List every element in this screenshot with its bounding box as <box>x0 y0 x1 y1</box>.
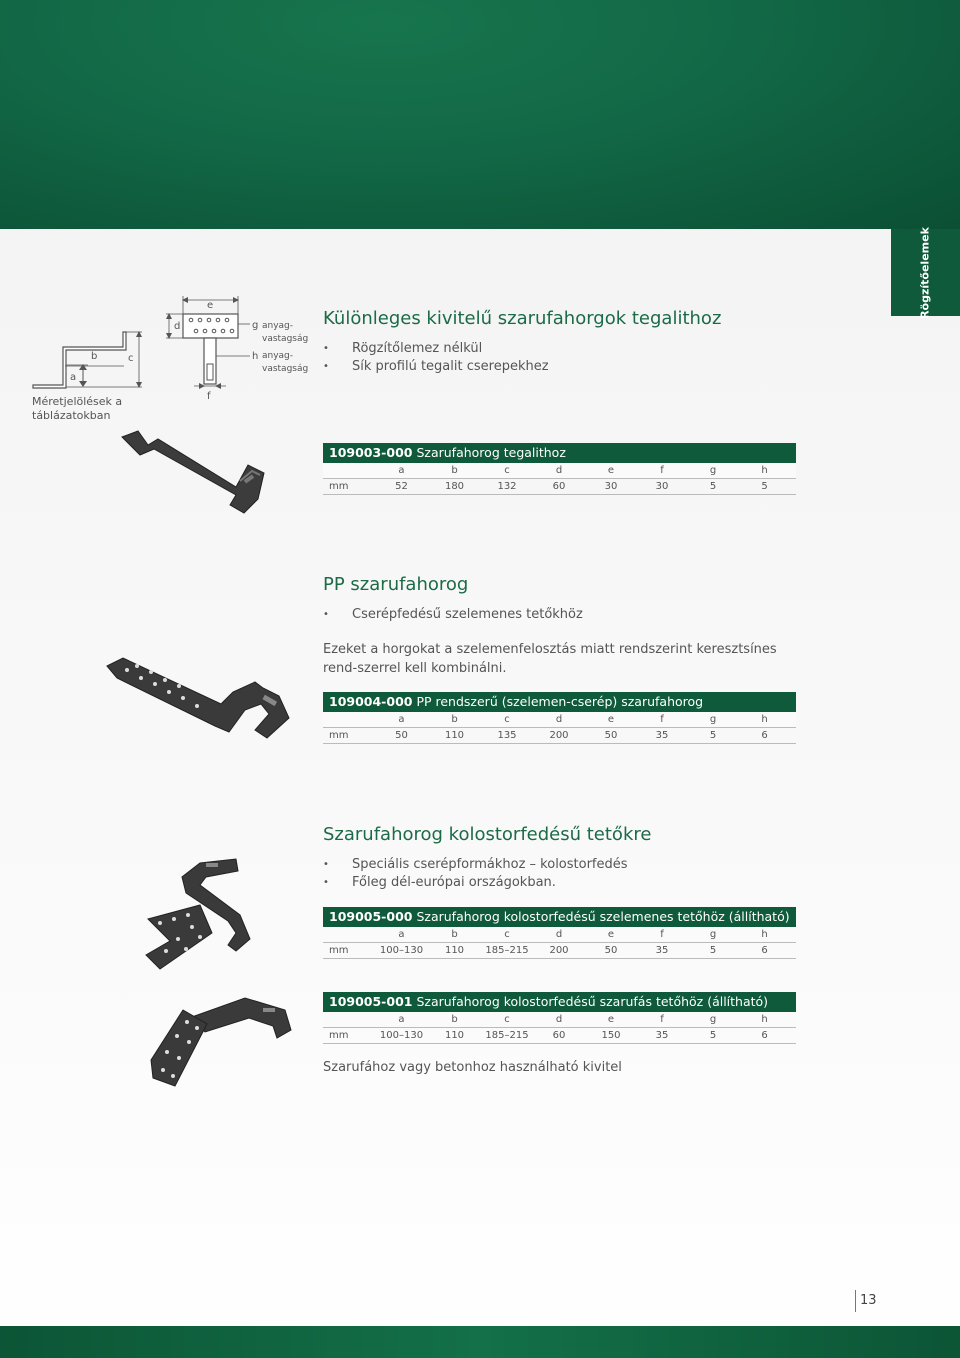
page-number: 13 <box>855 1290 877 1312</box>
product-name: Szarufahorog kolostorfedésű szelemenes tetőhöz (állítható) <box>416 909 790 924</box>
spec-table-columns <box>323 927 796 943</box>
col-header: f <box>660 1014 664 1025</box>
col-header: h <box>761 929 768 940</box>
col-header: e <box>607 465 615 476</box>
product-code: 109003-000 <box>329 445 413 460</box>
cell: 35 <box>655 730 669 741</box>
col-header <box>323 1012 375 1028</box>
cell: 110 <box>444 730 465 741</box>
cell: mm <box>329 730 349 741</box>
section-paragraph-pp: Ezeket a horgokat a szelemenfelosztás miatt rendszerint keresztsínes rend-szerrel kell kombinálni. <box>323 642 777 676</box>
spec-table-columns <box>323 1012 796 1028</box>
product-name: PP rendszerű (szelemen-cserép) szarufahorog <box>416 694 704 709</box>
product-image-109003 <box>118 425 288 525</box>
col-header: f <box>660 714 664 725</box>
section-side-tab[interactable] <box>891 227 960 319</box>
cell: mm <box>329 945 349 956</box>
diagram-label-h: h <box>252 351 259 362</box>
cell: 52 <box>395 481 408 492</box>
diagram-thickness-2a: anyag- <box>262 351 294 361</box>
diagram-label-f: f <box>207 391 211 402</box>
col-header: e <box>607 714 615 725</box>
spec-table-109004 <box>323 692 796 744</box>
cell: 6 <box>761 1030 768 1041</box>
col-header: a <box>398 465 405 476</box>
col-header: b <box>451 1014 458 1025</box>
side-tab-label: Rögzítőelemek <box>918 227 932 319</box>
dimension-diagram <box>28 292 308 402</box>
cell: 185–215 <box>485 945 529 956</box>
col-header: f <box>660 929 664 940</box>
col-header: c <box>504 714 510 725</box>
col-header: h <box>761 465 768 476</box>
col-header: g <box>709 1014 717 1025</box>
product-code: 109005-001 <box>329 994 413 1009</box>
cell: 50 <box>395 730 408 741</box>
col-header: d <box>555 929 563 940</box>
product-code: 109004-000 <box>329 694 413 709</box>
spec-table-row <box>323 728 796 744</box>
cell: 30 <box>655 481 669 492</box>
cell: 35 <box>655 945 669 956</box>
spec-table-columns <box>323 712 796 728</box>
cell: 100–130 <box>379 1030 424 1041</box>
diagram-label-b: b <box>91 351 98 362</box>
cell: 110 <box>444 945 465 956</box>
diagram-thickness-2b: vastagság <box>262 364 308 374</box>
cell: mm <box>329 1030 349 1041</box>
cell: 50 <box>604 730 618 741</box>
col-header: d <box>555 465 563 476</box>
col-header: b <box>451 465 458 476</box>
col-header: h <box>761 714 768 725</box>
col-header: a <box>398 714 405 725</box>
col-header: d <box>555 1014 563 1025</box>
bullet-list-tegalit <box>323 340 549 376</box>
diagram-thickness-1b: vastagság <box>262 334 308 344</box>
cell: 6 <box>761 730 768 741</box>
cell: 100–130 <box>379 945 424 956</box>
bullet-item: • Speciális cserépformákhoz – kolostorfedés <box>323 856 628 874</box>
col-header: e <box>607 1014 615 1025</box>
cell: 150 <box>601 1030 621 1041</box>
product-code: 109005-000 <box>329 909 413 924</box>
col-header: h <box>761 1014 768 1025</box>
spec-table-header <box>323 443 796 463</box>
section-note: Szarufához vagy betonhoz használható kivitel <box>323 1060 622 1075</box>
cell: 132 <box>497 481 517 492</box>
product-image-109004 <box>103 652 293 752</box>
cell: 180 <box>444 481 465 492</box>
cell: 50 <box>604 945 618 956</box>
diagram-label-a: a <box>70 372 77 383</box>
product-image-109005-000 <box>140 855 260 975</box>
col-header <box>323 712 375 728</box>
cell: 5 <box>709 481 717 492</box>
product-image-109005-001 <box>145 990 295 1090</box>
cell: 30 <box>604 481 618 492</box>
spec-table-109005-001 <box>323 992 796 1044</box>
spec-table-header <box>323 992 796 1012</box>
diagram-thickness-1a: anyag- <box>262 321 294 331</box>
cell: 60 <box>552 481 566 492</box>
col-header: b <box>451 714 458 725</box>
spec-table-row <box>323 943 796 959</box>
spec-table-109003 <box>323 443 796 495</box>
bullet-item: • Rögzítőlemez nélkül <box>323 340 549 358</box>
spec-table-109005-000 <box>323 907 796 959</box>
cell: 6 <box>761 945 768 956</box>
col-header: c <box>504 1014 510 1025</box>
bullet-item: • Sík profilú tegalit cserepekhez <box>323 358 549 376</box>
spec-table-row <box>323 479 796 495</box>
cell: 200 <box>549 730 569 741</box>
col-header: a <box>398 929 405 940</box>
bullet-list-pp <box>323 606 583 624</box>
spec-table-header <box>323 692 796 712</box>
cell: 185–215 <box>485 1030 529 1041</box>
diagram-label-g: g <box>252 320 259 331</box>
col-header: c <box>504 465 510 476</box>
col-header: e <box>607 929 615 940</box>
cell: 110 <box>444 1030 465 1041</box>
section-title-kolostor: Szarufahorog kolostorfedésű tetőkre <box>323 824 652 845</box>
bullet-list-kolostor <box>323 856 628 892</box>
col-header: b <box>451 929 458 940</box>
cell: 135 <box>497 730 517 741</box>
col-header: g <box>709 465 717 476</box>
col-header: g <box>709 714 717 725</box>
cell: 200 <box>549 945 569 956</box>
bullet-item: • Cserépfedésű szelemenes tetőkhöz <box>323 606 583 624</box>
cell: 5 <box>709 1030 717 1041</box>
spec-table-columns <box>323 463 796 479</box>
footer-band <box>0 1326 960 1358</box>
col-header <box>323 927 375 943</box>
diagram-label-d: d <box>174 321 181 332</box>
spec-table-row <box>323 1028 796 1044</box>
cell: 35 <box>655 1030 669 1041</box>
product-name: Szarufahorog tegalithoz <box>416 445 566 460</box>
section-title-tegalit: Különleges kivitelű szarufahorgok tegalithoz <box>323 308 722 329</box>
diagram-label-e: e <box>207 300 214 311</box>
col-header: d <box>555 714 563 725</box>
cell: mm <box>329 481 349 492</box>
cell: 5 <box>709 730 717 741</box>
col-header: g <box>709 929 717 940</box>
product-name: Szarufahorog kolostorfedésű szarufás tetőhöz (állítható) <box>416 994 769 1009</box>
diagram-caption: Méretjelölések a táblázatokban <box>32 395 123 422</box>
section-title-pp: PP szarufahorog <box>323 574 469 595</box>
spec-table-header <box>323 907 796 927</box>
bullet-item: • Főleg dél-európai országokban. <box>323 874 628 892</box>
col-header: c <box>504 929 510 940</box>
header-banner <box>0 0 960 229</box>
col-header <box>323 463 375 479</box>
cell: 5 <box>761 481 768 492</box>
cell: 60 <box>552 1030 566 1041</box>
diagram-label-c: c <box>128 353 134 364</box>
col-header: f <box>660 465 664 476</box>
cell: 5 <box>709 945 717 956</box>
col-header: a <box>398 1014 405 1025</box>
